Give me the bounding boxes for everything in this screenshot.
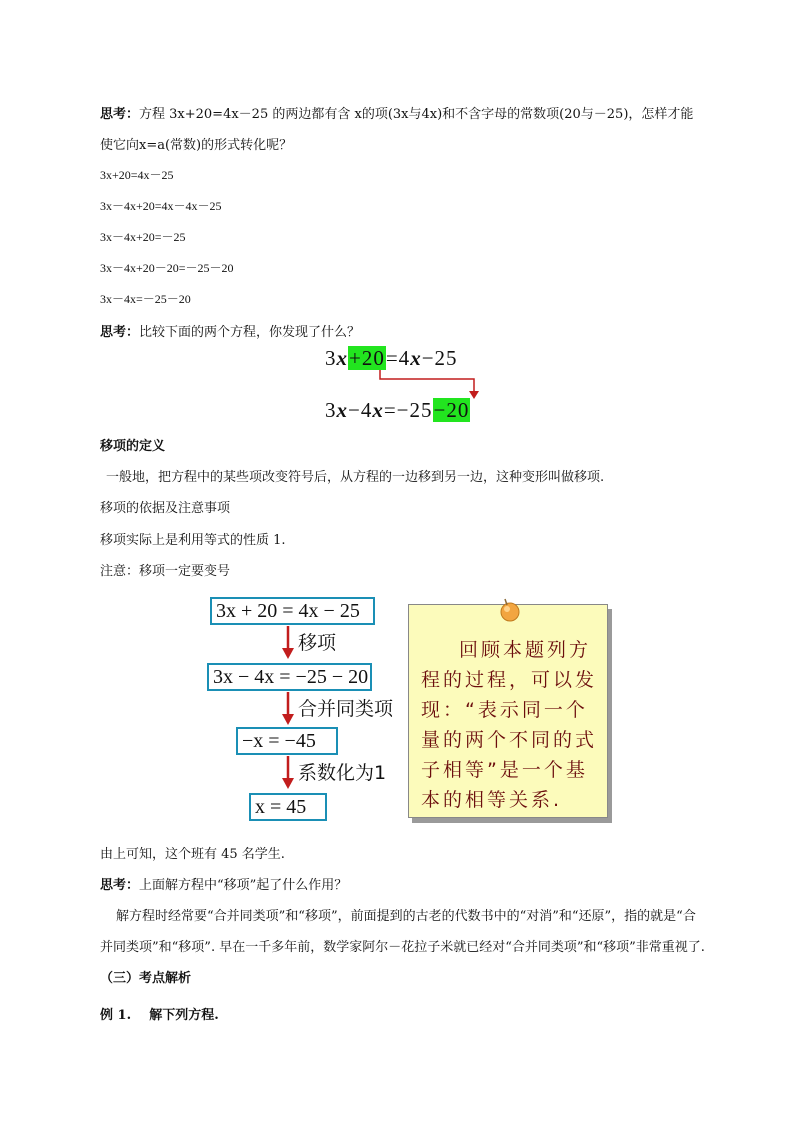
paragraph-line-2: 并同类项”和“移项”. 早在一千多年前，数学家阿尔－花拉子米就已经对“合并同类项”和“移项”非常重视了. bbox=[100, 940, 705, 955]
move-arrow bbox=[360, 370, 480, 400]
definition-text: 一般地，把方程中的某些项改变符号后，从方程的一边移到另一边，这种变形叫做移项. bbox=[106, 470, 605, 485]
think2-text: 比较下面的两个方程，你发现了什么？ bbox=[139, 325, 361, 340]
eq2-mid: −4 bbox=[348, 398, 373, 422]
compare-equation-1 bbox=[325, 346, 458, 371]
think1-label: 思考： bbox=[100, 107, 140, 122]
section-heading: （三）考点解析 bbox=[100, 971, 192, 986]
flow-box-3: −x = −45 bbox=[236, 727, 338, 755]
step-5: 3x－4x=－25－20 bbox=[100, 292, 191, 306]
step-3: 3x－4x+20=－25 bbox=[100, 230, 186, 244]
think3-label: 思考： bbox=[100, 878, 140, 893]
step-1: 3x+20=4x－25 bbox=[100, 168, 174, 182]
eq1-highlight-term: +20 bbox=[349, 346, 385, 370]
compare-equation-2 bbox=[325, 398, 470, 423]
basis-title: 移项的依据及注意事项 bbox=[100, 501, 231, 516]
step-4: 3x－4x+20－20=－25－20 bbox=[100, 261, 234, 275]
note-text: 注意：移项一定要变号 bbox=[100, 564, 231, 579]
think3-text: 上面解方程中“移项”起了什么作用？ bbox=[139, 878, 348, 893]
flow-box-2: 3x − 4x = −25 − 20 bbox=[207, 663, 372, 691]
think3-line bbox=[100, 874, 347, 893]
flow-box-4: x = 45 bbox=[249, 793, 327, 821]
eq1-var: x bbox=[336, 346, 348, 370]
flow-arrow-2 bbox=[281, 692, 295, 726]
example-line bbox=[100, 1004, 219, 1023]
eq1-mid: =4 bbox=[385, 346, 411, 370]
eq2-var: x bbox=[336, 398, 348, 422]
think2-label: 思考： bbox=[100, 325, 140, 340]
flow-arrow-3 bbox=[281, 756, 295, 790]
flow-box-1: 3x + 20 = 4x − 25 bbox=[210, 597, 375, 625]
eq2-coef: 3 bbox=[325, 398, 337, 422]
conclusion: 由上可知，这个班有 45 名学生. bbox=[100, 847, 285, 862]
eq1-coef: 3 bbox=[325, 346, 337, 370]
example-label: 例 1. bbox=[100, 1008, 132, 1023]
flow-arrow-1 bbox=[281, 626, 295, 660]
flow-label-1: 移项 bbox=[298, 632, 337, 654]
flow-label-2: 合并同类项 bbox=[298, 698, 394, 720]
think1-text: 方程 3x+20=4x－25 的两边都有含 x的项(3x与4x)和不含字母的常数项(20与－25)，怎样才能 bbox=[139, 107, 694, 122]
eq1-var2: x bbox=[410, 346, 422, 370]
think1-line2: 使它向x=a(常数)的形式转化呢？ bbox=[100, 138, 293, 153]
sticky-note bbox=[408, 604, 608, 818]
eq1-end: −25 bbox=[421, 346, 458, 370]
sticky-note-text: 回顾本题列方程的过程，可以发现：“表示同一个量的两个不同的式子相等”是一个基本的相等关系. bbox=[421, 639, 598, 811]
think2-line bbox=[100, 321, 360, 340]
paragraph-line-1: 解方程时经常要“合并同类项”和“移项”，前面提到的古老的代数书中的“对消”和“还原”，指的就是“合 bbox=[116, 909, 696, 924]
eq2-highlight-term: −20 bbox=[433, 398, 470, 422]
think1-line bbox=[100, 103, 693, 122]
step-2: 3x－4x+20=4x－4x－25 bbox=[100, 199, 222, 213]
flow-label-3: 系数化为1 bbox=[298, 762, 387, 784]
basis-text: 移项实际上是利用等式的性质 1. bbox=[100, 533, 286, 548]
pushpin-icon bbox=[497, 597, 523, 623]
example-text: 解下列方程. bbox=[149, 1008, 219, 1023]
eq2-var2: x bbox=[372, 398, 384, 422]
eq2-rhs: =−25 bbox=[383, 398, 433, 422]
definition-title: 移项的定义 bbox=[100, 439, 166, 454]
